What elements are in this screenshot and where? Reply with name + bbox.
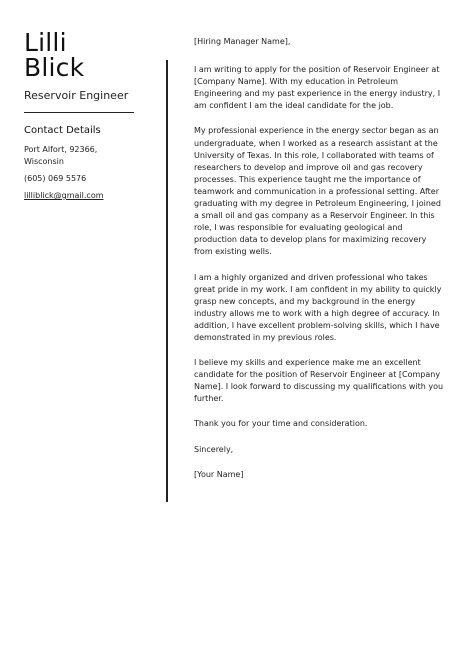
letter-signature: [Your Name] [194,469,244,479]
letter-greeting: [Hiring Manager Name], [194,37,291,46]
first-name: Lilli [24,28,67,57]
letter-paragraph: Thank you for your time and consideration. [194,419,368,429]
contact-details-heading: Contact Details [24,125,101,136]
contact-email-link[interactable]: lilliblick@gmail.com [24,191,104,200]
job-title: Reservoir Engineer [24,89,129,102]
sidebar-divider [24,112,134,113]
letter-body [194,36,444,494]
address-line-1: Port Alfort, 92366, [24,145,98,154]
letter-paragraph: I believe my skills and experience make me an excellent candidate for the position of Reservoir Engineer at [Company Name]. I look forward to discussing my qualifications with you further. [194,358,444,404]
contact-phone: (605) 069 5576 [24,174,87,183]
letter-closing: Sincerely, [194,444,234,454]
last-name: Blick [24,53,85,82]
contact-address [24,144,136,168]
address-line-2: Wisconsin [24,157,64,166]
letter-paragraph: I am writing to apply for the position of Reservoir Engineer at [Company Name]. With my education in Petroleum Engineering and my past experience in the energy industry, I am confident I am the ideal candidate for the job. [194,65,441,111]
letter-paragraph: I am a highly organized and driven professional who takes great pride in my work. I am confident in my ability to quickly grasp new concepts, and my background in the energy industry allows me to work with a high degree of accuracy. In addition, I have excellent problem-solving skills, which I have demonstrated in my previous roles. [194,272,442,342]
letter-paragraph: My professional experience in the energy sector began as an undergraduate, when I worked as a research assistant at the University of Texas. In this role, I collaborated with teams of researchers to develop and improve oil and gas recovery processes. This experience taught me the importance of teamwork and communication in a professional setting. After graduating with my degree in Petroleum Engineering, I joined a small oil and gas company as a Reservoir Engineer. In this role, I was responsible for evaluating geological and production data to develop plans for maximizing recovery from existing wells. [194,126,441,257]
sidebar [24,30,136,202]
vertical-divider [166,60,168,502]
